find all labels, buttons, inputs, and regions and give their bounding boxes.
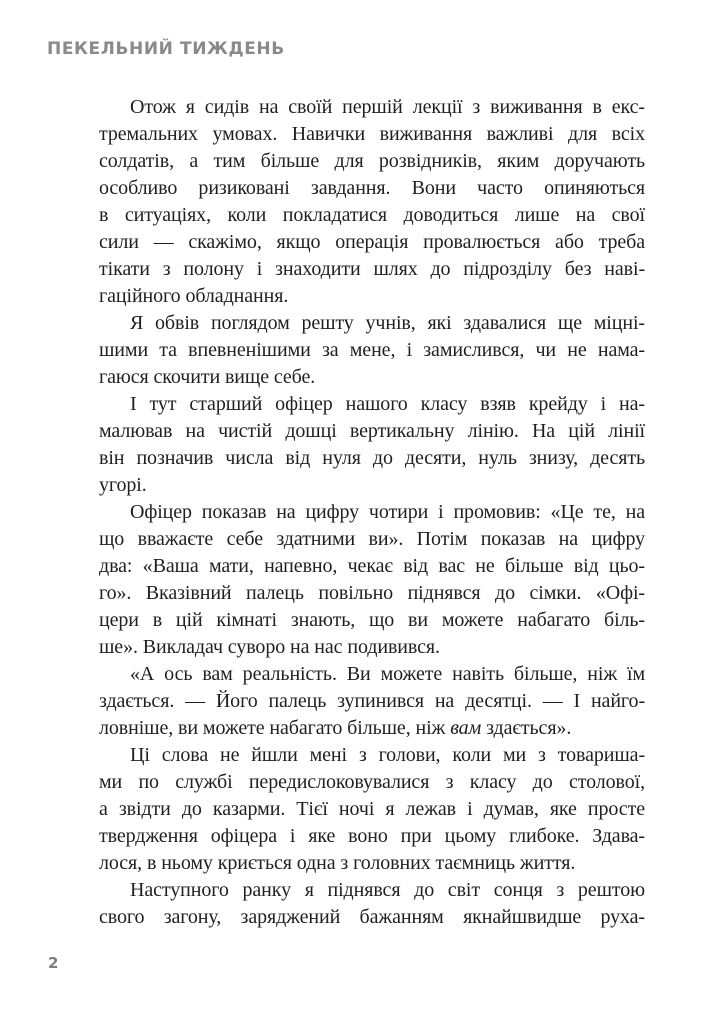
text-line	[99, 715, 645, 742]
running-header: ПЕКЕЛЬНИЙ ТИЖДЕНЬ	[47, 39, 285, 59]
text-line: тремальних умовах. Навички виживання важливі для всіх	[99, 123, 645, 145]
paragraph	[99, 661, 645, 742]
text-line: Отож я сидів на своїй першій лекції з виживання в екс-	[130, 96, 645, 118]
text-line: свого загону, заряджений бажанням якнайшвидше руха-	[99, 906, 645, 928]
paragraph	[99, 877, 645, 931]
text-line: Я обвів поглядом решту учнів, які здавалися ще міцні-	[130, 312, 645, 334]
paragraph	[99, 391, 645, 499]
text-line: цери в цій кімнаті знають, що ви можете набагато біль-	[99, 609, 645, 631]
text-line: здається. — Його палець зупинився на десятці. — І найго-	[99, 690, 645, 712]
text-line: гаюся скочити вище себе.	[99, 366, 316, 388]
text-line: ми по службі передислоковувалися з класу до столової,	[99, 771, 645, 793]
text-line: солдатів, а тим більше для розвідників, яким доручають	[99, 150, 645, 172]
text-line: малював на чистій дошці вертикальну лінію. На цій лінії	[99, 420, 645, 442]
text-line: два: «Ваша мати, напевно, чекає від вас не більше від цьо-	[99, 555, 645, 577]
text-line: в ситуаціях, коли покладатися доводиться лише на свої	[99, 204, 645, 226]
text-line: а звідти до казарми. Тієї ночі я лежав і думав, яке просте	[99, 798, 645, 820]
emphasized-word: вам	[450, 717, 482, 739]
text-line: він позначив числа від нуля до десяти, нуль знизу, десять	[99, 447, 645, 469]
text-segment: здається».	[481, 717, 572, 739]
text-line: Ці слова не йшли мені з голови, коли ми з товариша-	[130, 744, 645, 766]
text-line: сили — скажімо, якщо операція провалюється або треба	[99, 231, 645, 253]
paragraph	[99, 310, 645, 391]
text-line: ше». Викладач суворо на нас подивився.	[99, 636, 440, 658]
text-line: що вважаєте себе здатними ви». Потім показав на цифру	[99, 528, 645, 550]
paragraph	[99, 94, 645, 310]
text-line: гаційного обладнання.	[99, 285, 289, 307]
text-line: твердження офіцера і яке воно при цьому глибоке. Здава-	[99, 825, 645, 847]
text-line: тікати з полону і знаходити шлях до підрозділу без наві-	[99, 258, 645, 280]
page-number: 2	[48, 954, 59, 972]
body-text	[99, 94, 645, 931]
text-line: І тут старший офіцер нашого класу взяв крейду і на-	[130, 393, 645, 415]
text-line: особливо ризиковані завдання. Вони часто опиняються	[99, 177, 645, 199]
text-line: шими та впевненішими за мене, і замислився, чи не нама-	[99, 339, 645, 361]
text-line: Наступного ранку я піднявся до світ сонця з рештою	[130, 879, 645, 901]
text-line: «А ось вам реальність. Ви можете навіть більше, ніж їм	[130, 663, 645, 685]
paragraph	[99, 742, 645, 877]
text-line: Офіцер показав на цифру чотири і промовив: «Це те, на	[130, 501, 645, 523]
paragraph	[99, 499, 645, 661]
text-line: го». Вказівний палець повільно піднявся до сімки. «Офі-	[99, 582, 645, 604]
text-line: угорі.	[99, 474, 147, 496]
text-segment: ловніше, ви можете набагато більше, ніж	[99, 717, 451, 739]
text-line: лося, в ньому криється одна з головних таємниць життя.	[99, 852, 576, 874]
